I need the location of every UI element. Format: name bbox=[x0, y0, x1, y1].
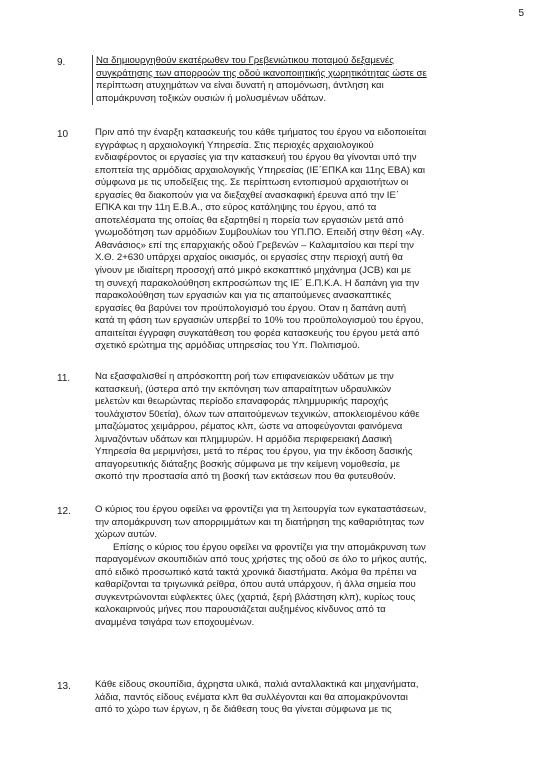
text-line: σχετικό ερώτημα της αρμόδιας υπηρεσίας του Υπ. Πολιτισμού. bbox=[95, 340, 360, 352]
text-line: Να δημιουργηθούν εκατέρωθεν του Γρεβενιώτικου ποταμού δεξαμενές bbox=[96, 55, 394, 66]
item-text bbox=[95, 127, 549, 353]
text-line: γίνουν με ιδιαίτερη προσοχή από μικρό εκσκαπτικό μηχάνημα (JCB) και με bbox=[95, 265, 411, 277]
text-line: περίπτωση ατυχημάτων να είναι δυνατή η απομόνωση, άντληση και bbox=[96, 80, 384, 92]
text-line: εγγράφως η αρχαιολογική Υπηρεσία. Στις περιοχές αρχαιολογικού bbox=[95, 139, 374, 151]
text-line: τη συνεχή παρακολούθηση εκπροσώπων της ΙΕ΄ Ε.Π.Κ.Α. Η δαπάνη για την bbox=[95, 277, 420, 289]
text-line: αναμμένα τσιγάρα των εποχουμένων. bbox=[95, 616, 255, 628]
text-line: λιμναζόντων υδάτων και πλημμυρών. Η αρμόδια περιφερειακή Δασική bbox=[95, 433, 392, 445]
text-line: ενδιαφέροντος οι εργασίες για την κατασκευή του έργου θα γίνονται υπό την bbox=[95, 152, 417, 164]
text-line: τουλάχιστον 50ετία), όλων των απαιτούμενων τεχνικών, αποκλειομένου κάθε bbox=[95, 408, 420, 420]
text-line: από το χώρο των έργων, η δε διάθεση τους θα γίνεται σύμφωνα με τις bbox=[95, 704, 392, 716]
text-line: Να εξασφαλισθεί η απρόσκοπτη ροή των επιφανειακών υδάτων με την bbox=[95, 371, 394, 382]
item-text bbox=[95, 371, 549, 484]
text-line: Αθανάσιος» επί της επαρχιακής οδού Γρεβενών – Καλαμιτσίου και περί την bbox=[95, 239, 414, 251]
text-line: αποτελέσματα της οποίας θα εξαρτηθεί η πορεία των εργασιών μετά από bbox=[95, 214, 404, 226]
item-text bbox=[95, 679, 549, 717]
page-number: 5 bbox=[518, 8, 524, 19]
text-line: εργασίες θα διακοπούν για να διεξαχθεί ανασκαφική έρευνα από την ΙΕ΄ bbox=[95, 189, 400, 201]
text-line: κατά τη φάση των εργασιών υπερβεί το 10% του προϋπολογισμού του έργου, bbox=[95, 315, 424, 327]
text-line: χώρων αυτών. bbox=[95, 529, 158, 541]
item-text bbox=[92, 55, 550, 105]
item-number: 11. bbox=[57, 373, 71, 384]
text-line: Ο κύριος του έργου οφείλει να φροντίζει για τη λειτουργία των εγκαταστάσεων, bbox=[95, 504, 427, 515]
text-line: παραγομένων σκουπιδιών από τους χρήστες της οδού σε όλο το μήκος αυτής, bbox=[95, 554, 427, 566]
text-line: εργασίες θα βαρύνει τον προϋπολογισμό του έργου. Οταν η δαπάνη αυτή bbox=[95, 302, 407, 314]
item-number: 9. bbox=[57, 57, 66, 68]
text-line: μελετών και θεωρώντας περίοδο επαναφοράς πλημμυρικής παροχής bbox=[95, 396, 389, 408]
text-line: καθαρίζονται τα τριγωνικά ρείθρα, όπου αυτά υπάρχουν, ή άλλα σημεία που bbox=[95, 579, 416, 591]
text-line: μπαζώματος χειμάρρου, ρέματος κλπ, ώστε να αποφεύγονται φαινόμενα bbox=[95, 421, 403, 433]
text-line: συγκράτησης των απορροών της οδού ικανοποιητικής χωρητικότητας ώστε σε bbox=[96, 67, 427, 79]
text-line: λάδια, παντός είδους ενέματα κλπ θα συλλέγονται και θα απομακρύνονται bbox=[95, 691, 408, 703]
text-line: εποπτεία της αρμόδιας αρχαιολογικής Υπηρεσίας (ΙΕ΄ΕΠΚΑ και 11ης ΕΒΑ) και bbox=[95, 164, 426, 176]
item-number: 13. bbox=[57, 681, 71, 692]
text-line: απαγορευτικής διάταξης βοσκής σύμφωνα με την κείμενη νομοθεσία, με bbox=[95, 458, 400, 470]
text-line: ΕΠΚΑ και την 11η Ε.Β.Α., στο εύρος κατάληψης του έργου, από τα bbox=[95, 202, 377, 214]
item-text bbox=[95, 504, 549, 629]
text-line: την απομάκρυνση των απορριμμάτων και τη διατήρηση της καθαριότητας των bbox=[95, 516, 425, 528]
text-line: απομάκρυνση τοξικών ουσιών ή μολυσμένων υδάτων. bbox=[96, 92, 327, 104]
text-line: σκοπό την προστασία από τη βοσκή των εκτάσεων που θα φυτευθούν. bbox=[95, 471, 396, 483]
text-line: παρακολούθηση των εργασιών και για τις απαιτούμενες ανασκαπτικές bbox=[95, 290, 392, 302]
text-line: Πριν από την έναρξη κατασκευής του κάθε τμήματος του έργου να ειδοποιείται bbox=[95, 127, 427, 138]
text-line: Κάθε είδους σκουπίδια, άχρηστα υλικά, παλιά ανταλλακτικά και μηχανήματα, bbox=[95, 679, 419, 690]
item-number: 12. bbox=[57, 506, 71, 517]
text-line: καλοκαιρινούς μήνες που παρουσιάζεται αυξημένος κίνδυνος από τα bbox=[95, 604, 386, 616]
text-line: Επίσης ο κύριος του έργου οφείλει να φροντίζει για την απομάκρυνση των bbox=[113, 541, 426, 553]
text-line: Χ.Θ. 2+630 υπάρχει αρχαίος οικισμός, οι εργασίες στην περιοχή αυτή θα bbox=[95, 252, 403, 264]
text-line: απαιτείται έγγραφη συγκατάθεση του φορέα κατασκευής του έργου μετά από bbox=[95, 327, 420, 339]
text-line: Υπηρεσία θα μεριμνήσει, μετά το πέρας του έργου, για την έκδοση δασικής bbox=[95, 446, 413, 458]
text-line: από ειδικό προσωπικό κατά τακτά χρονικά διαστήματα. Ακόμα θα πρέπει να bbox=[95, 566, 417, 578]
text-line: σύμφωνα με τις υποδείξεις της. Σε περίπτωση εντοπισμού αρχαιοτήτων οι bbox=[95, 177, 409, 189]
item-number: 10 bbox=[57, 129, 69, 140]
text-line: συγκεντρώνονται εύφλεκτες ύλες (χαρτιά, ξερή βλάστηση κλπ), κυρίως τους bbox=[95, 591, 416, 603]
text-line: κατασκευή, (ύστερα από την εκπόνηση των απαραίτητων υδραυλικών bbox=[95, 383, 392, 395]
text-line: γνωμοδότηση των αρμόδιων Συμβουλίων του ΥΠ.ΠΟ. Επειδή στην θέση «Αγ. bbox=[95, 227, 425, 239]
